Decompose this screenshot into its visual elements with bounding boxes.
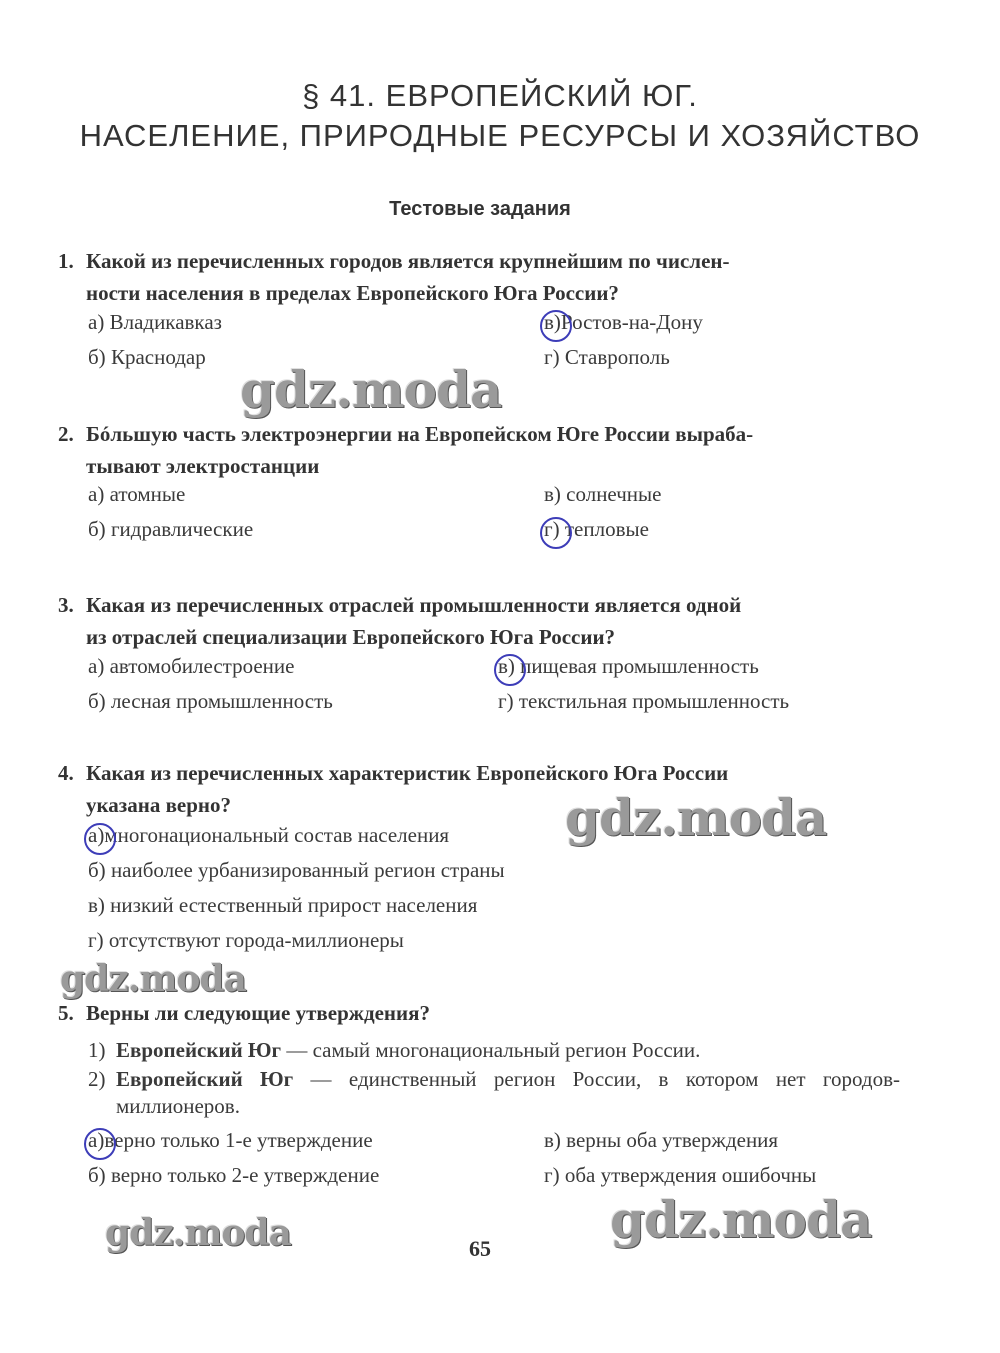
option-1v-selected[interactable] (544, 310, 703, 335)
statement-lead: Европейский Юг (116, 1038, 282, 1062)
option-text: отсутствуют города-миллионеры (103, 928, 404, 952)
question-text-line1: Какая из перечисленных характеристик Европейского Юга России (86, 761, 729, 785)
option-text: атомные (104, 482, 186, 506)
option-text: оба утверждения ошибочны (559, 1163, 817, 1187)
option-text: Ростов-на-Дону (560, 310, 703, 334)
statement-text: — единственный регион России, в котором нет городов-миллионеров. (116, 1067, 900, 1118)
question-text-line1: Бóльшую часть электроэнергии на Европейском Юге России выраба- (86, 422, 754, 446)
statement-number: 1) (88, 1038, 106, 1062)
question-text-line1: Какой из перечисленных городов является крупнейшим по числен- (86, 249, 730, 273)
question-number: 3. (58, 593, 74, 617)
statement-lead: Европейский Юг (116, 1067, 294, 1091)
option-3a[interactable] (88, 654, 294, 679)
option-text: Владикавказ (104, 310, 222, 334)
option-text: солнечные (560, 482, 662, 506)
option-5v[interactable] (544, 1128, 778, 1153)
question-text-line2: из отраслей специализации Европейского Юга России? (86, 625, 616, 649)
question-text-line2: указана верно? (86, 793, 232, 817)
option-1g[interactable] (544, 345, 670, 370)
option-text: гидравлические (105, 517, 254, 541)
option-text: верно только 1-е утверждение (104, 1128, 373, 1152)
option-letter: г) (498, 689, 514, 713)
question-text-line1: Верны ли следующие утверждения? (86, 1001, 430, 1025)
option-letter: б) (88, 1163, 106, 1187)
watermark: gdz.moda (60, 958, 246, 1000)
statement-1 (88, 1037, 900, 1064)
option-text: верны оба утверждения (560, 1128, 779, 1152)
option-letter: г) (544, 345, 560, 369)
option-text: Краснодар (105, 345, 206, 369)
option-2g-selected[interactable] (544, 517, 649, 542)
watermark: gdz.moda (610, 1190, 872, 1249)
option-letter: в) (544, 1128, 561, 1152)
option-5g[interactable] (544, 1163, 816, 1188)
question-text-line2: тывают электростанции (86, 454, 320, 478)
option-3b[interactable] (88, 689, 333, 714)
option-4a-selected[interactable] (88, 823, 449, 848)
option-1a[interactable] (88, 310, 222, 335)
option-text: пищевая промышленность (514, 654, 759, 678)
option-1b[interactable] (88, 345, 206, 370)
option-text: низкий естественный прирост населения (104, 893, 478, 917)
option-letter-circled: в) (498, 654, 515, 678)
option-letter-circled: а) (88, 1128, 105, 1152)
option-text: верно только 2-е утверждение (105, 1163, 380, 1187)
watermark: gdz.moda (105, 1212, 291, 1254)
question-text-line2: ности населения в пределах Европейского Юга России? (86, 281, 619, 305)
question-5 (58, 997, 430, 1029)
watermark: gdz.moda (565, 788, 827, 847)
option-3g[interactable] (498, 689, 789, 714)
question-2 (58, 418, 753, 482)
option-letter: г) (88, 928, 104, 952)
option-letter: а) (88, 310, 105, 334)
option-5a-selected[interactable] (88, 1128, 373, 1153)
option-text: лесная промышленность (105, 689, 333, 713)
option-2v[interactable] (544, 482, 661, 507)
option-letter: б) (88, 689, 106, 713)
statement-number: 2) (88, 1067, 106, 1091)
option-text: текстильная промышленность (513, 689, 790, 713)
question-number: 1. (58, 249, 74, 273)
page-number: 65 (469, 1236, 491, 1261)
section-title-line1: § 41. ЕВРОПЕЙСКИЙ ЮГ. (302, 78, 698, 113)
option-5b[interactable] (88, 1163, 379, 1188)
option-letter: а) (88, 482, 105, 506)
option-4g[interactable] (88, 928, 404, 953)
option-letter-circled: в) (544, 310, 561, 334)
option-2a[interactable] (88, 482, 185, 507)
option-letter-circled: г) (544, 517, 560, 541)
option-3v-selected[interactable] (498, 654, 759, 679)
option-text: многонациональный состав населения (104, 823, 450, 847)
statement-2 (88, 1066, 900, 1120)
option-letter: г) (544, 1163, 560, 1187)
option-letter: а) (88, 654, 105, 678)
question-3 (58, 589, 741, 653)
option-2b[interactable] (88, 517, 253, 542)
option-letter: б) (88, 858, 106, 882)
option-letter-circled: а) (88, 823, 105, 847)
option-letter: б) (88, 345, 106, 369)
watermark: gdz.moda (240, 360, 502, 419)
option-text: Ставрополь (559, 345, 670, 369)
option-text: автомобилестроение (104, 654, 295, 678)
option-4b[interactable] (88, 858, 505, 883)
question-text-line1: Какая из перечисленных отраслей промышленности является одной (86, 593, 742, 617)
option-text: наиболее урбанизированный регион страны (105, 858, 505, 882)
section-title-line2: НАСЕЛЕНИЕ, ПРИРОДНЫЕ РЕСУРСЫ И ХОЗЯЙСТВО (79, 118, 921, 153)
subtitle: Тестовые задания (389, 198, 571, 220)
option-letter: в) (544, 482, 561, 506)
question-number: 2. (58, 422, 74, 446)
option-4v[interactable] (88, 893, 477, 918)
question-1 (58, 245, 730, 309)
statement-text: — самый многонациональный регион России. (281, 1038, 701, 1062)
option-letter: в) (88, 893, 105, 917)
question-number: 5. (58, 1001, 74, 1025)
option-text: тепловые (559, 517, 649, 541)
question-number: 4. (58, 761, 74, 785)
option-letter: б) (88, 517, 106, 541)
